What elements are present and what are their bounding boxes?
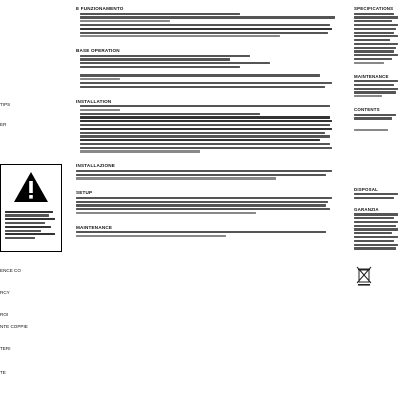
left-fragment: NTE COPPIE (0, 324, 28, 329)
section-body (354, 193, 400, 199)
section-heading: INSTALLATION (76, 98, 112, 104)
right-column (354, 6, 400, 396)
left-fragment: TIPS (0, 102, 11, 107)
left-fragment: ER (0, 122, 7, 127)
section-body (80, 13, 342, 38)
section-body (76, 197, 342, 214)
section-body (80, 55, 342, 88)
main-column (76, 6, 342, 396)
section-heading: GARANZIA (354, 206, 379, 212)
crossed-bin-icon (356, 266, 372, 286)
left-fragment: ENCE CO (0, 268, 21, 273)
section-body (354, 114, 400, 131)
section-body (80, 105, 342, 153)
left-fragment: TE (0, 370, 6, 375)
section-body (76, 170, 342, 180)
section-heading: MAINTENANCE (76, 224, 113, 230)
warning-box (0, 164, 62, 252)
section-heading: BASE OPERATION (76, 48, 120, 54)
left-fragment: TERI (0, 346, 11, 351)
left-column (0, 0, 62, 400)
section-body (354, 213, 400, 249)
section-heading: SETUP (76, 190, 93, 196)
section-heading: INSTALLAZIONE (76, 163, 116, 169)
section-heading: E FUNZIONAMENTO (76, 6, 124, 11)
left-fragment: ROI (0, 312, 9, 317)
section-body (76, 231, 342, 237)
section-heading: CONTENTS (354, 107, 380, 113)
section-heading: SPECIFICATIONS (354, 6, 394, 11)
left-fragment: RCY (0, 290, 10, 295)
warning-triangle-icon (13, 171, 49, 203)
section-heading: MAINTENANCE (354, 73, 389, 79)
section-body (354, 13, 400, 64)
section-body (354, 80, 400, 97)
section-heading: DISPOSAL (354, 186, 379, 192)
